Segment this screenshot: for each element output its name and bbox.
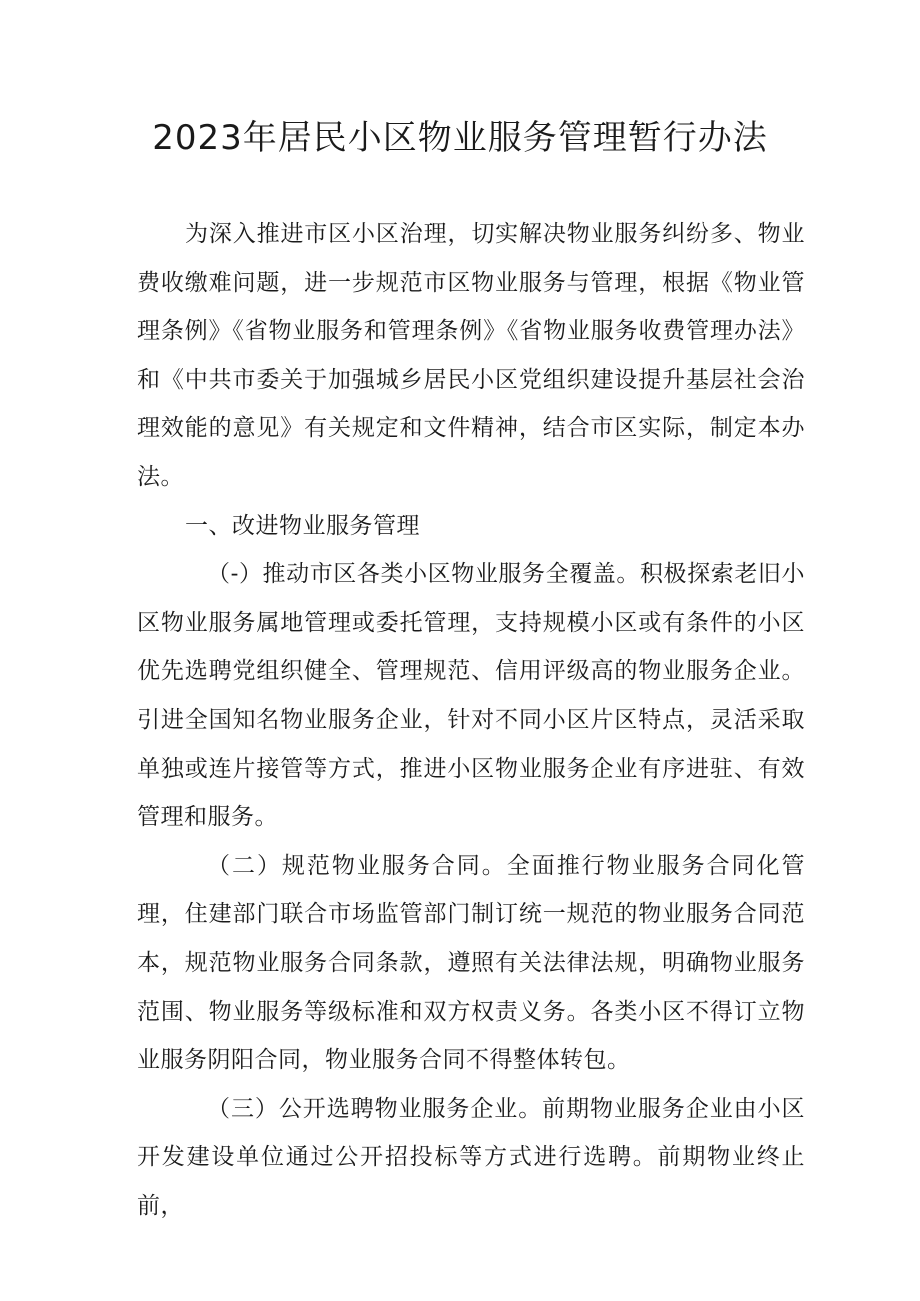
paragraph-intro: 为深入推进市区小区治理，切实解决物业服务纠纷多、物业费收缴难问题，进一步规范市区物业服务与管理，根据《物业管理条例》《省物业服务和管理条例》《省物业服务收费管理办法》和《中共市委关于加强城乡居民小区党组织建设提升基层社会治理效能的意见》有关规定和文件精神，结合市区实际，制定本办法。 [137, 221, 805, 490]
document-body [137, 210, 805, 1230]
paragraph-item-2: （二）规范物业服务合同。全面推行物业服务合同化管理，住建部门联合市场监管部门制订统一规范的物业服务合同范本，规范物业服务合同条款，遵照有关法律法规，明确物业服务范围、物业服务等级标准和双方权责义务。各类小区不得订立物业服务阴阳合同，物业服务合同不得整体转包。 [137, 852, 805, 1074]
section-heading-1: 一、改进物业服务管理 [185, 512, 420, 539]
paragraph-item-1: （-）推动市区各类小区物业服务全覆盖。积极探索老旧小区物业服务属地管理或委托管理，支持规模小区或有条件的小区优先选聘党组织健全、管理规范、信用评级高的物业服务企业。引进全国知名物业服务企业，针对不同小区片区特点，灵活采取单独或连片接管等方式，推进小区物业服务企业有序进驻、有效管理和服务。 [137, 561, 805, 831]
paragraph-item-3: （三）公开选聘物业服务企业。前期物业服务企业由小区开发建设单位通过公开招投标等方式进行选聘。前期物业终止前， [137, 1095, 805, 1219]
document-title: 2023年居民小区物业服务管理暂行办法 [152, 118, 768, 158]
